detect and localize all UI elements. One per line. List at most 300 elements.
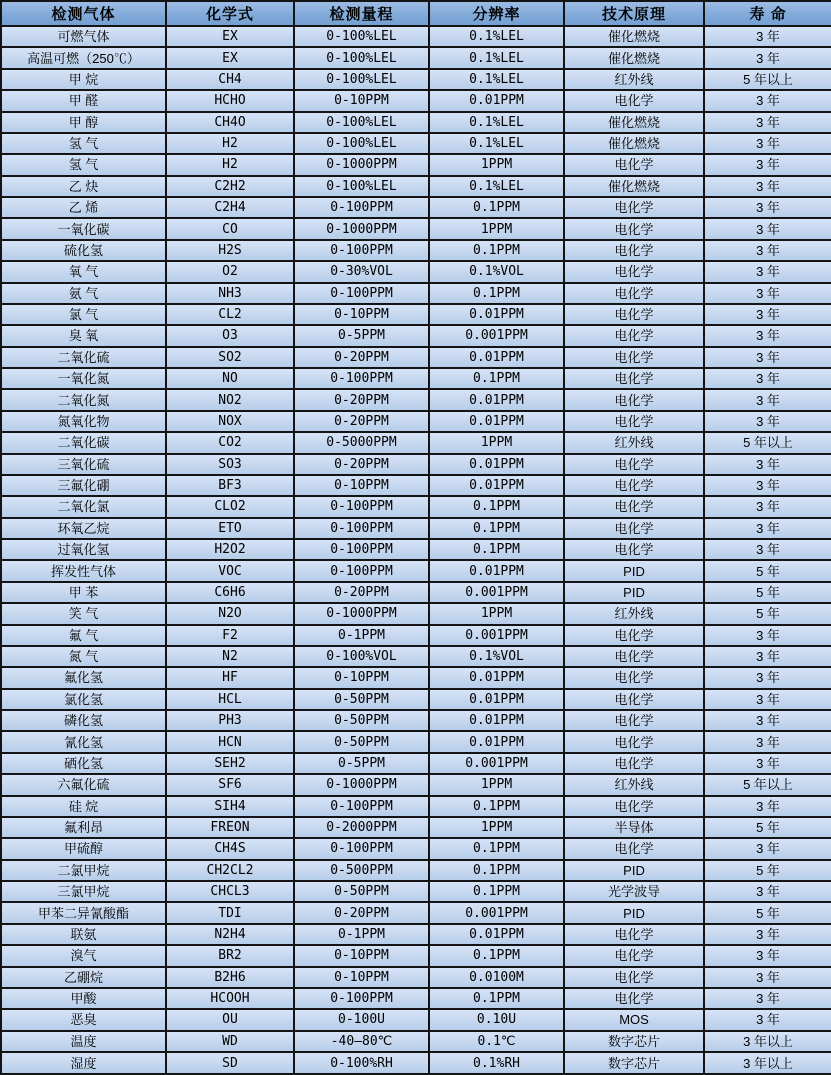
cell-formula: B2H6 <box>166 967 294 988</box>
cell-range: 0-30%VOL <box>294 261 429 282</box>
cell-range: 0-10PPM <box>294 90 429 111</box>
table-body <box>1 26 831 1074</box>
cell-resolution: 1PPM <box>429 432 564 453</box>
table-row <box>1 304 831 325</box>
table-row <box>1 646 831 667</box>
cell-resolution: 0.1%LEL <box>429 133 564 154</box>
cell-resolution: 0.1%LEL <box>429 47 564 68</box>
table-row <box>1 283 831 304</box>
cell-resolution: 0.1PPM <box>429 518 564 539</box>
cell-gas: 氰化氢 <box>1 731 166 752</box>
table-row <box>1 881 831 902</box>
cell-formula: HF <box>166 667 294 688</box>
cell-range: 0-1PPM <box>294 625 429 646</box>
cell-range: 0-10PPM <box>294 667 429 688</box>
cell-gas: 甲 醇 <box>1 112 166 133</box>
cell-principle: 电化学 <box>564 325 704 346</box>
cell-gas: 高温可燃（250℃） <box>1 47 166 68</box>
cell-principle: 催化燃烧 <box>564 133 704 154</box>
cell-gas: 臭 氧 <box>1 325 166 346</box>
cell-formula: F2 <box>166 625 294 646</box>
cell-principle: 电化学 <box>564 796 704 817</box>
cell-lifespan: 3 年 <box>704 475 831 496</box>
cell-gas: 三氧化硫 <box>1 454 166 475</box>
cell-gas: 联氨 <box>1 924 166 945</box>
cell-formula: N2O <box>166 603 294 624</box>
table-row <box>1 967 831 988</box>
cell-gas: 甲苯二异氰酸酯 <box>1 902 166 923</box>
cell-lifespan: 3 年 <box>704 689 831 710</box>
cell-range: 0-100PPM <box>294 496 429 517</box>
cell-lifespan: 3 年 <box>704 518 831 539</box>
cell-principle: 数字芯片 <box>564 1052 704 1074</box>
cell-lifespan: 3 年 <box>704 197 831 218</box>
table-row <box>1 240 831 261</box>
cell-formula: HCOOH <box>166 988 294 1009</box>
cell-lifespan: 5 年 <box>704 582 831 603</box>
cell-gas: 乙 炔 <box>1 176 166 197</box>
cell-resolution: 0.001PPM <box>429 625 564 646</box>
cell-gas: 二氧化硫 <box>1 347 166 368</box>
cell-lifespan: 3 年 <box>704 796 831 817</box>
cell-principle: 电化学 <box>564 967 704 988</box>
cell-gas: 硫化氢 <box>1 240 166 261</box>
cell-lifespan: 3 年 <box>704 411 831 432</box>
cell-lifespan: 3 年 <box>704 368 831 389</box>
cell-lifespan: 5 年以上 <box>704 69 831 90</box>
table-row <box>1 603 831 624</box>
cell-principle: 红外线 <box>564 603 704 624</box>
table-row <box>1 475 831 496</box>
cell-formula: SD <box>166 1052 294 1074</box>
cell-formula: C2H4 <box>166 197 294 218</box>
cell-lifespan: 3 年 <box>704 1009 831 1030</box>
cell-gas: 过氧化氢 <box>1 539 166 560</box>
table-row <box>1 1031 831 1052</box>
cell-lifespan: 5 年以上 <box>704 432 831 453</box>
cell-lifespan: 3 年 <box>704 988 831 1009</box>
cell-resolution: 0.1PPM <box>429 881 564 902</box>
cell-principle: 电化学 <box>564 710 704 731</box>
cell-principle: 电化学 <box>564 731 704 752</box>
table-row <box>1 988 831 1009</box>
cell-formula: HCN <box>166 731 294 752</box>
cell-range: 0-1000PPM <box>294 603 429 624</box>
cell-formula: PH3 <box>166 710 294 731</box>
cell-range: 0-10PPM <box>294 475 429 496</box>
cell-principle: 电化学 <box>564 454 704 475</box>
cell-formula: VOC <box>166 560 294 581</box>
cell-resolution: 0.1PPM <box>429 796 564 817</box>
cell-gas: 氯 气 <box>1 304 166 325</box>
cell-formula: H2 <box>166 133 294 154</box>
cell-resolution: 0.1PPM <box>429 945 564 966</box>
cell-resolution: 0.001PPM <box>429 582 564 603</box>
cell-range: 0-100PPM <box>294 988 429 1009</box>
cell-lifespan: 3 年 <box>704 218 831 239</box>
cell-resolution: 0.001PPM <box>429 902 564 923</box>
cell-gas: 氢 气 <box>1 154 166 175</box>
table-row <box>1 90 831 111</box>
cell-range: 0-100%VOL <box>294 646 429 667</box>
cell-gas: 一氧化碳 <box>1 218 166 239</box>
cell-lifespan: 3 年 <box>704 967 831 988</box>
table-row <box>1 454 831 475</box>
cell-principle: 电化学 <box>564 539 704 560</box>
cell-gas: 甲 醛 <box>1 90 166 111</box>
cell-gas: 磷化氢 <box>1 710 166 731</box>
table-row <box>1 112 831 133</box>
cell-range: 0-20PPM <box>294 389 429 410</box>
cell-formula: BR2 <box>166 945 294 966</box>
cell-range: 0-1PPM <box>294 924 429 945</box>
cell-gas: 六氟化硫 <box>1 774 166 795</box>
table-row <box>1 261 831 282</box>
cell-range: 0-100%RH <box>294 1052 429 1074</box>
cell-lifespan: 3 年 <box>704 667 831 688</box>
cell-resolution: 0.01PPM <box>429 475 564 496</box>
cell-range: 0-100U <box>294 1009 429 1030</box>
cell-lifespan: 3 年 <box>704 496 831 517</box>
cell-principle: 电化学 <box>564 625 704 646</box>
cell-lifespan: 3 年 <box>704 133 831 154</box>
table-row <box>1 796 831 817</box>
cell-resolution: 1PPM <box>429 817 564 838</box>
cell-range: 0-500PPM <box>294 860 429 881</box>
cell-resolution: 0.1PPM <box>429 838 564 859</box>
table-row <box>1 582 831 603</box>
cell-lifespan: 3 年 <box>704 389 831 410</box>
cell-gas: 二氧化碳 <box>1 432 166 453</box>
cell-range: 0-1000PPM <box>294 154 429 175</box>
cell-lifespan: 3 年 <box>704 454 831 475</box>
column-header-formula: 化学式 <box>166 1 294 26</box>
cell-principle: 电化学 <box>564 304 704 325</box>
cell-formula: ETO <box>166 518 294 539</box>
cell-resolution: 0.1PPM <box>429 496 564 517</box>
cell-gas: 溴气 <box>1 945 166 966</box>
cell-gas: 二氯甲烷 <box>1 860 166 881</box>
cell-gas: 乙 烯 <box>1 197 166 218</box>
cell-range: 0-100PPM <box>294 560 429 581</box>
table-row <box>1 838 831 859</box>
cell-lifespan: 3 年 <box>704 539 831 560</box>
cell-range: 0-100PPM <box>294 240 429 261</box>
table-row <box>1 26 831 47</box>
cell-principle: 催化燃烧 <box>564 176 704 197</box>
cell-formula: O3 <box>166 325 294 346</box>
cell-resolution: 0.01PPM <box>429 454 564 475</box>
table-row <box>1 197 831 218</box>
table-row <box>1 731 831 752</box>
cell-principle: 半导体 <box>564 817 704 838</box>
cell-resolution: 0.1PPM <box>429 283 564 304</box>
table-row <box>1 347 831 368</box>
table-row <box>1 69 831 90</box>
table-row <box>1 1052 831 1074</box>
cell-principle: 电化学 <box>564 838 704 859</box>
cell-formula: BF3 <box>166 475 294 496</box>
cell-formula: HCHO <box>166 90 294 111</box>
cell-formula: SF6 <box>166 774 294 795</box>
cell-range: 0-50PPM <box>294 689 429 710</box>
cell-range: 0-50PPM <box>294 710 429 731</box>
cell-lifespan: 3 年 <box>704 176 831 197</box>
cell-gas: 甲 烷 <box>1 69 166 90</box>
cell-gas: 氨 气 <box>1 283 166 304</box>
cell-formula: C2H2 <box>166 176 294 197</box>
cell-formula: EX <box>166 26 294 47</box>
cell-gas: 甲硫醇 <box>1 838 166 859</box>
table-row <box>1 945 831 966</box>
cell-formula: NO <box>166 368 294 389</box>
cell-formula: CH4O <box>166 112 294 133</box>
cell-range: 0-50PPM <box>294 881 429 902</box>
cell-resolution: 0.01PPM <box>429 731 564 752</box>
table-row <box>1 432 831 453</box>
cell-principle: MOS <box>564 1009 704 1030</box>
cell-principle: 电化学 <box>564 261 704 282</box>
cell-formula: OU <box>166 1009 294 1030</box>
cell-lifespan: 3 年 <box>704 838 831 859</box>
cell-formula: CLO2 <box>166 496 294 517</box>
table-row <box>1 47 831 68</box>
cell-lifespan: 3 年 <box>704 347 831 368</box>
cell-resolution: 0.1%RH <box>429 1052 564 1074</box>
cell-gas: 湿度 <box>1 1052 166 1074</box>
cell-lifespan: 5 年 <box>704 560 831 581</box>
cell-formula: NO2 <box>166 389 294 410</box>
cell-resolution: 0.1%LEL <box>429 69 564 90</box>
cell-resolution: 0.1%VOL <box>429 646 564 667</box>
cell-formula: CH4S <box>166 838 294 859</box>
cell-formula: H2 <box>166 154 294 175</box>
cell-resolution: 0.1PPM <box>429 988 564 1009</box>
cell-principle: 电化学 <box>564 347 704 368</box>
cell-range: 0-100PPM <box>294 197 429 218</box>
cell-principle: 催化燃烧 <box>564 47 704 68</box>
cell-gas: 甲 苯 <box>1 582 166 603</box>
cell-principle: PID <box>564 560 704 581</box>
cell-formula: H2O2 <box>166 539 294 560</box>
cell-gas: 氟化氢 <box>1 667 166 688</box>
table-row <box>1 518 831 539</box>
cell-gas: 温度 <box>1 1031 166 1052</box>
cell-principle: 光学波导 <box>564 881 704 902</box>
table-row <box>1 389 831 410</box>
cell-resolution: 0.1%LEL <box>429 112 564 133</box>
cell-range: 0-1000PPM <box>294 218 429 239</box>
cell-resolution: 0.01PPM <box>429 560 564 581</box>
cell-resolution: 0.1%VOL <box>429 261 564 282</box>
cell-formula: CH2CL2 <box>166 860 294 881</box>
column-header-resolution: 分辨率 <box>429 1 564 26</box>
cell-gas: 可燃气体 <box>1 26 166 47</box>
cell-lifespan: 5 年 <box>704 817 831 838</box>
cell-lifespan: 3 年 <box>704 154 831 175</box>
cell-principle: 电化学 <box>564 988 704 1009</box>
cell-formula: TDI <box>166 902 294 923</box>
cell-formula: CL2 <box>166 304 294 325</box>
table-row <box>1 560 831 581</box>
table-row <box>1 753 831 774</box>
table-row <box>1 154 831 175</box>
cell-range: 0-20PPM <box>294 902 429 923</box>
cell-principle: 电化学 <box>564 368 704 389</box>
cell-range: 0-100%LEL <box>294 69 429 90</box>
cell-formula: CHCL3 <box>166 881 294 902</box>
cell-resolution: 0.10U <box>429 1009 564 1030</box>
cell-principle: PID <box>564 860 704 881</box>
cell-gas: 甲酸 <box>1 988 166 1009</box>
cell-principle: PID <box>564 902 704 923</box>
cell-resolution: 0.0100M <box>429 967 564 988</box>
cell-gas: 硒化氢 <box>1 753 166 774</box>
table-row <box>1 368 831 389</box>
cell-resolution: 0.01PPM <box>429 304 564 325</box>
cell-resolution: 0.001PPM <box>429 325 564 346</box>
cell-resolution: 1PPM <box>429 154 564 175</box>
cell-resolution: 0.001PPM <box>429 753 564 774</box>
cell-gas: 三氟化硼 <box>1 475 166 496</box>
cell-formula: CO2 <box>166 432 294 453</box>
cell-range: 0-20PPM <box>294 411 429 432</box>
table-row <box>1 325 831 346</box>
cell-resolution: 1PPM <box>429 774 564 795</box>
table-row <box>1 496 831 517</box>
cell-resolution: 0.1PPM <box>429 368 564 389</box>
cell-formula: FREON <box>166 817 294 838</box>
table-row <box>1 218 831 239</box>
cell-principle: 电化学 <box>564 240 704 261</box>
cell-lifespan: 3 年 <box>704 26 831 47</box>
cell-principle: PID <box>564 582 704 603</box>
cell-gas: 三氯甲烷 <box>1 881 166 902</box>
cell-lifespan: 3 年 <box>704 325 831 346</box>
cell-resolution: 0.1PPM <box>429 197 564 218</box>
cell-range: 0-5000PPM <box>294 432 429 453</box>
cell-principle: 电化学 <box>564 753 704 774</box>
cell-resolution: 0.1%LEL <box>429 176 564 197</box>
cell-resolution: 0.1PPM <box>429 860 564 881</box>
cell-lifespan: 3 年 <box>704 112 831 133</box>
cell-formula: N2H4 <box>166 924 294 945</box>
cell-lifespan: 3 年 <box>704 283 831 304</box>
cell-range: 0-10PPM <box>294 945 429 966</box>
cell-principle: 电化学 <box>564 945 704 966</box>
cell-range: 0-20PPM <box>294 454 429 475</box>
cell-gas: 氯化氢 <box>1 689 166 710</box>
cell-resolution: 0.1℃ <box>429 1031 564 1052</box>
cell-range: 0-100PPM <box>294 796 429 817</box>
cell-formula: WD <box>166 1031 294 1052</box>
cell-lifespan: 3 年 <box>704 304 831 325</box>
cell-range: 0-5PPM <box>294 325 429 346</box>
cell-gas: 硅 烷 <box>1 796 166 817</box>
cell-principle: 电化学 <box>564 197 704 218</box>
cell-formula: SIH4 <box>166 796 294 817</box>
cell-lifespan: 3 年 <box>704 240 831 261</box>
cell-formula: EX <box>166 47 294 68</box>
cell-formula: C6H6 <box>166 582 294 603</box>
table-row <box>1 1009 831 1030</box>
cell-gas: 环氧乙烷 <box>1 518 166 539</box>
cell-lifespan: 3 年 <box>704 945 831 966</box>
cell-formula: HCL <box>166 689 294 710</box>
cell-range: 0-100%LEL <box>294 26 429 47</box>
cell-range: 0-1000PPM <box>294 774 429 795</box>
table-row <box>1 176 831 197</box>
cell-resolution: 0.1%LEL <box>429 26 564 47</box>
table-row <box>1 539 831 560</box>
cell-lifespan: 5 年 <box>704 860 831 881</box>
header-row <box>1 1 831 26</box>
table-row <box>1 411 831 432</box>
cell-principle: 电化学 <box>564 283 704 304</box>
cell-gas: 挥发性气体 <box>1 560 166 581</box>
cell-lifespan: 3 年 <box>704 261 831 282</box>
cell-range: 0-20PPM <box>294 582 429 603</box>
table-row <box>1 710 831 731</box>
column-header-lifespan: 寿 命 <box>704 1 831 26</box>
cell-resolution: 0.01PPM <box>429 347 564 368</box>
cell-resolution: 0.01PPM <box>429 389 564 410</box>
cell-range: 0-10PPM <box>294 304 429 325</box>
table-row <box>1 774 831 795</box>
cell-resolution: 0.01PPM <box>429 90 564 111</box>
cell-resolution: 1PPM <box>429 218 564 239</box>
cell-gas: 乙硼烷 <box>1 967 166 988</box>
cell-principle: 电化学 <box>564 389 704 410</box>
cell-gas: 一氧化氮 <box>1 368 166 389</box>
cell-gas: 氮氧化物 <box>1 411 166 432</box>
cell-lifespan: 3 年 <box>704 753 831 774</box>
cell-lifespan: 5 年以上 <box>704 774 831 795</box>
cell-resolution: 0.01PPM <box>429 411 564 432</box>
cell-principle: 红外线 <box>564 69 704 90</box>
cell-principle: 电化学 <box>564 411 704 432</box>
table-row <box>1 902 831 923</box>
table-row <box>1 625 831 646</box>
cell-gas: 恶臭 <box>1 1009 166 1030</box>
cell-gas: 二氧化氯 <box>1 496 166 517</box>
cell-lifespan: 3 年 <box>704 881 831 902</box>
cell-formula: CO <box>166 218 294 239</box>
cell-resolution: 0.01PPM <box>429 924 564 945</box>
cell-range: 0-10PPM <box>294 967 429 988</box>
cell-range: 0-5PPM <box>294 753 429 774</box>
table-row <box>1 860 831 881</box>
cell-lifespan: 3 年 <box>704 646 831 667</box>
cell-principle: 电化学 <box>564 689 704 710</box>
cell-formula: SO2 <box>166 347 294 368</box>
cell-formula: O2 <box>166 261 294 282</box>
column-header-range: 检测量程 <box>294 1 429 26</box>
cell-formula: H2S <box>166 240 294 261</box>
cell-principle: 电化学 <box>564 646 704 667</box>
cell-range: 0-100PPM <box>294 518 429 539</box>
cell-principle: 电化学 <box>564 924 704 945</box>
column-header-principle: 技术原理 <box>564 1 704 26</box>
cell-resolution: 0.01PPM <box>429 710 564 731</box>
cell-resolution: 0.01PPM <box>429 689 564 710</box>
table-row <box>1 817 831 838</box>
cell-lifespan: 3 年 <box>704 924 831 945</box>
table-header <box>1 1 831 26</box>
cell-range: 0-50PPM <box>294 731 429 752</box>
cell-range: 0-100PPM <box>294 368 429 389</box>
table-row <box>1 133 831 154</box>
